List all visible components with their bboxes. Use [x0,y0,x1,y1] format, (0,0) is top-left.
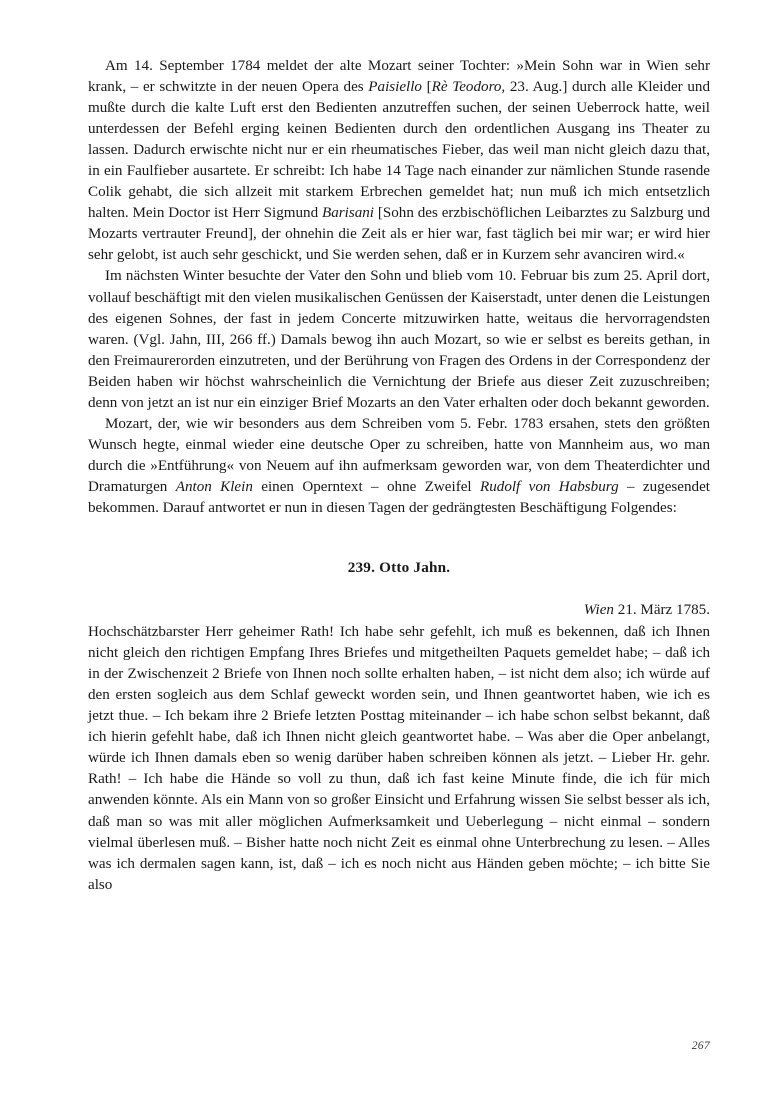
body-text: 23. Aug.] durch alle Kleider und mußte durch die kalte Luft erst den Bedienten anzutreffen suchen, der seinen Ueberrock hatte, weil unterdessen der Befehl erging keinen Bedienten durch den ordentlichen Ausgang ins Theater zu lassen. Dadurch erwischte nicht nur er ein rheumatisches Fieber, das weil man nicht gleich dazu that, in ein Faulfieber ausartete. Er schreibt: Ich habe 14 Tage nach einander zur nämlichen Stunde rasende Colik gehabt, die sich allzeit mit starkem Erbrechen gemeldet hat; nun muß ich mich entsetzlich halten. Mein Doctor ist Herr Sigmund [88,79,710,222]
page-number: 267 [691,1039,710,1052]
body-text: – zugesendet bekommen. Darauf antwortet er nun in diesen Tagen der gedrängtesten Beschäftigung Folgendes: [88,478,710,516]
body-text: Am 14. September 1784 meldet der alte Mozart seiner Tochter: »Mein Sohn war in Wien sehr krank, – er schwitzte in der neuen Opera des [88,58,710,96]
paragraph-1 [88,56,710,266]
letter-body: Hochschätzbarster Herr geheimer Rath! Ich habe sehr gefehlt, ich muß es bekennen, daß ich Ihnen nicht gleich den richtigen Empfang Ihres Briefes und mitgetheilten Paquets gemeldet habe; – daß ich in der Zwischenzeit 2 Briefe von Ihnen noch sollte erhalten haben, – ist nicht dem also; ich würde auf den ersten sogleich aus dem Schlaf geweckt worden sein, und Ihnen geantwortet haben, wie ich es jetzt thue. – Ich bekam ihre 2 Briefe letzten Posttag miteinander – ich habe schon selbst bekannt, daß ich hierin gefehlt habe, daß ich Ihnen nicht gleich geantwortet habe. – Was aber die Oper anbelangt, würde ich Ihnen damals eben so wenig darüber haben schreiben können als jetzt. – Lieber Hr. gehr. Rath! – Ich habe die Hände so voll zu thun, daß ich fast keine Minute finde, die ich für mich anwenden könnte. Als ein Mann von so großer Einsicht und Erfahrung wissen Sie selbst besser als ich, daß man so was mit aller möglichen Aufmerksamkeit und Ueberlegung – nicht einmal – sondern vielmal überlesen muß. – Bisher hatte noch nicht Zeit es einmal ohne Unterbrechung zu lesen. – Alles was ich dermalen sagen kann, ist, daß – ich es noch nicht aus Händen geben möchte; – ich bitte Sie also [88,624,710,893]
body-text: Im nächsten Winter besuchte der Vater den Sohn und blieb vom 10. Februar bis zum 25. April dort, vollauf beschäftigt mit den vielen musikalischen Genüssen der Kaiserstadt, unter denen die Leistungen des eigenen Sohnes, der fast in jedem Concerte mitzuwirken hatte, weitaus die hervorragendsten waren. (Vgl. Jahn, III, 266 ff.) Damals bewog ihn auch Mozart, so wie er selbst es bereits gethan, in den Freimaurerorden einzutreten, und der Berührung von Fragen des Ordens in der Correspondenz der Beiden haben wir höchst wahrscheinlich die Vernichtung der Briefe aus dieser Zeit zuzuschreiben; denn von jetzt an ist nur ein einziger Brief Mozarts an den Vater erhalten oder doch bekannt geworden. [88,268,710,411]
letter-dateline [88,600,710,622]
text-block [88,56,710,896]
section-heading-wrapper [88,519,710,600]
dateline-place: Wien [583,602,614,619]
emphasis-text: Paisiello [368,79,422,96]
section-heading: 239. Otto Jahn. [347,559,451,577]
paragraph-2 [88,266,710,413]
paragraph-3 [88,414,710,519]
emphasis-text: Barisani [321,205,374,222]
emphasis-text: Rudolf von Habsburg [480,478,619,495]
body-text: Mozart, der, wie wir besonders aus dem Schreiben vom 5. Febr. 1783 ersahen, stets den größten Wunsch hegte, einmal wieder eine deutsche Oper zu schreiben, hatte von Mannheim aus, wo man durch die »Entführung« von Neuem auf ihn aufmerksam geworden war, von dem Theaterdichter und Dramaturgen [88,415,710,495]
emphasis-text: Rè Teodoro, [431,79,506,96]
body-text: [ [421,79,432,96]
body-text: einen Operntext – ohne Zweifel [252,478,480,495]
emphasis-text: Anton Klein [175,478,253,495]
dateline-date: 21. März 1785. [617,602,710,619]
body-text: [Sohn des erzbischöflichen Leibarztes zu Salzburg und Mozarts vertrauter Freund], der ohnehin die Zeit als er hier war, fast täglich bei mir war; er wird hier sehr gelobt, ist auch sehr geschickt, und Sie werden sehen, daß er in Kurzem sehr avanciren wird.« [88,205,711,264]
